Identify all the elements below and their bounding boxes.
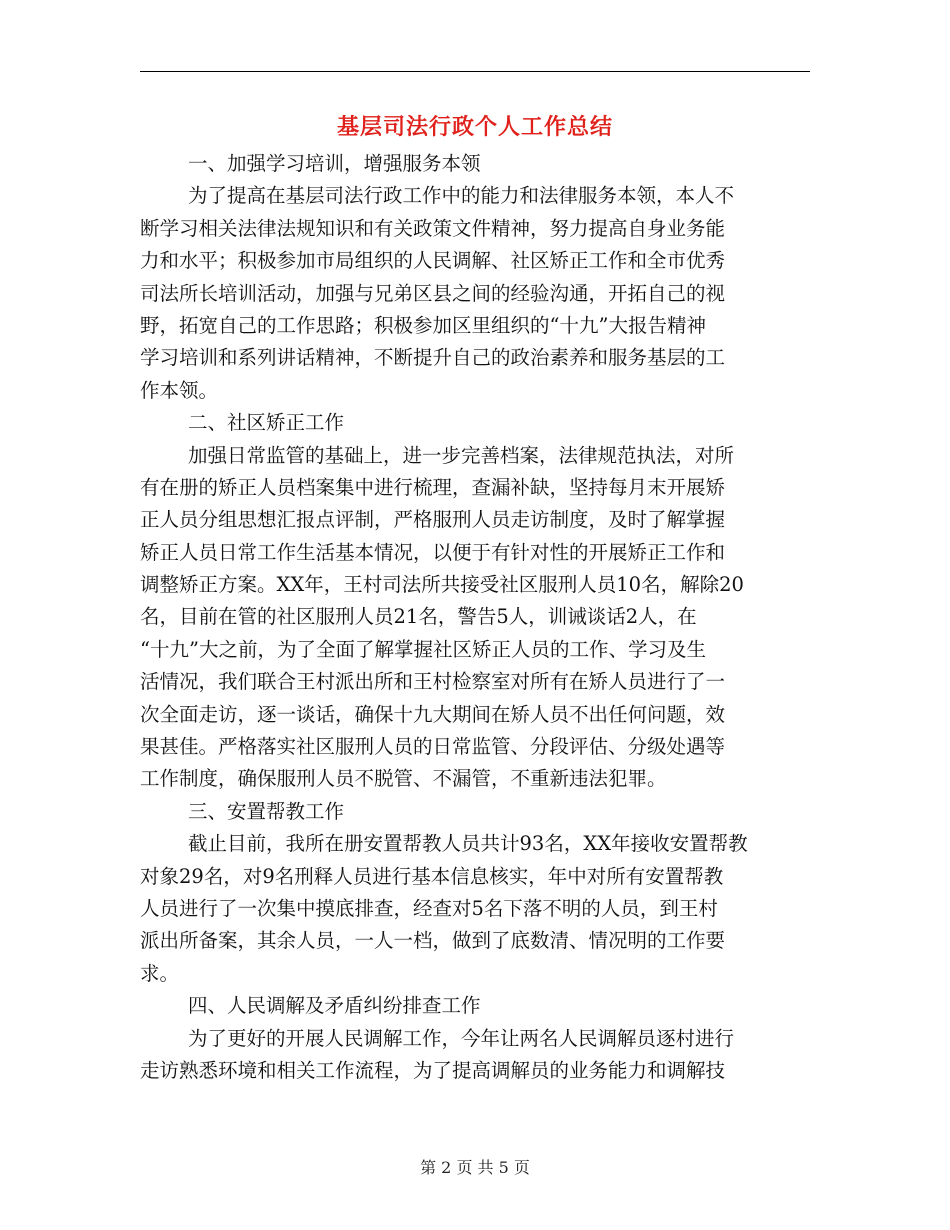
- section-heading-2: 二、社区矫正工作: [188, 411, 345, 435]
- header-rule: [140, 71, 810, 72]
- section-heading-3: 三、安置帮教工作: [188, 799, 345, 823]
- paragraph-line: “十九”大之前，为了全面了解掌握社区矫正人员的工作、学习及生: [140, 637, 706, 661]
- paragraph-line: 调整矫正方案。XX年，王村司法所共接受社区服刑人员10名，解除20: [140, 573, 744, 597]
- paragraph-line: 野，拓宽自己的工作思路；积极参加区里组织的“十九”大报告精神: [140, 313, 706, 337]
- page-footer: 第 2 页 共 5 页: [420, 1158, 530, 1177]
- paragraph-line: 截止目前，我所在册安置帮教人员共计93名，XX年接收安置帮教: [188, 832, 748, 856]
- section-heading-1: 一、加强学习培训，增强服务本领: [188, 152, 481, 175]
- paragraph-line: 为了提高在基层司法行政工作中的能力和法律服务本领，本人不: [188, 184, 735, 208]
- paragraph-line: 为了更好的开展人民调解工作，今年让两名人民调解员逐村进行: [188, 1026, 735, 1050]
- paragraph-line: 果甚佳。严格落实社区服刑人员的日常监管、分段评估、分级处遇等: [140, 735, 726, 759]
- body-text: [140, 148, 810, 1087]
- paragraph-line: 走访熟悉环境和相关工作流程，为了提高调解员的业务能力和调解技: [140, 1058, 726, 1082]
- document-title: 基层司法行政个人工作总结: [336, 114, 613, 140]
- paragraph-line: 派出所备案，其余人员，一人一档，做到了底数清、情况明的工作要: [140, 929, 726, 953]
- paragraph-line: 断学习相关法律法规知识和有关政策文件精神，努力提高自身业务能: [140, 216, 726, 240]
- paragraph-line: 加强日常监管的基础上，进一步完善档案，法律规范执法，对所: [188, 443, 735, 467]
- section-heading-4: 四、人民调解及矛盾纠纷排查工作: [188, 994, 481, 1018]
- paragraph-line: 人员进行了一次集中摸底排查，经查对5名下落不明的人员，到王村: [140, 896, 718, 920]
- paragraph-line: 矫正人员日常工作生活基本情况，以便于有针对性的开展矫正工作和: [140, 540, 726, 564]
- paragraph-line: 正人员分组思想汇报点评制，严格服刑人员走访制度，及时了解掌握: [140, 508, 726, 532]
- paragraph-line: 活情况，我们联合王村派出所和王村检察室对所有在矫人员进行了一: [140, 670, 726, 694]
- paragraph-line: 有在册的矫正人员档案集中进行梳理，查漏补缺，坚持每月末开展矫: [140, 475, 726, 499]
- paragraph-line: 对象29名，对9名刑释人员进行基本信息核实，年中对所有安置帮教: [140, 864, 724, 888]
- paragraph-line: 次全面走访，逐一谈话，确保十九大期间在矫人员不出任何问题，效: [140, 702, 726, 726]
- paragraph-line: 求。: [140, 961, 180, 985]
- paragraph-line: 司法所长培训活动，加强与兄弟区县之间的经验沟通，开拓自己的视: [140, 281, 726, 305]
- paragraph-line: 力和水平；积极参加市局组织的人民调解、社区矫正工作和全市优秀: [140, 249, 726, 273]
- paragraph-line: 工作制度，确保服刑人员不脱管、不漏管，不重新违法犯罪。: [140, 767, 667, 791]
- paragraph-line: 学习培训和系列讲话精神，不断提升自己的政治素养和服务基层的工: [140, 346, 726, 370]
- paragraph-line: 作本领。: [140, 378, 219, 402]
- paragraph-line: 名，目前在管的社区服刑人员21名，警告5人，训诫谈话2人，在: [140, 605, 697, 629]
